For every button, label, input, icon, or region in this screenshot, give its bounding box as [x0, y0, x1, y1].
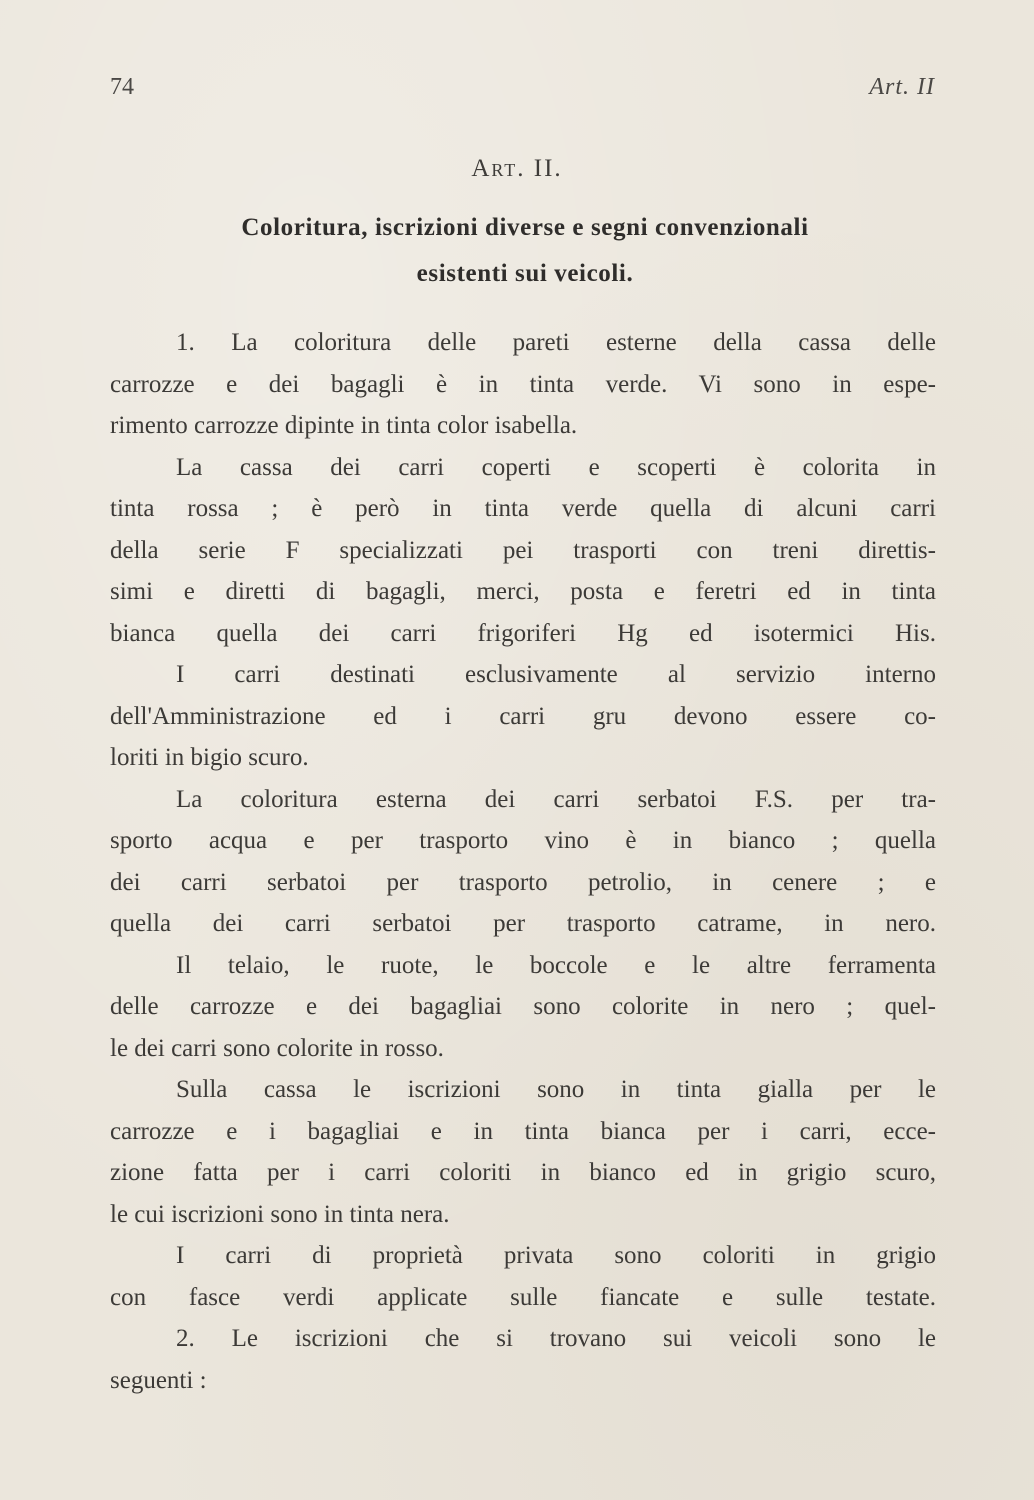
paragraph-line: simi e diretti di bagagli, merci, posta e feretri ed in tinta — [110, 578, 936, 605]
paragraph-line: La coloritura esterna dei carri serbatoi F.S. per tra- — [176, 785, 936, 813]
paragraph-line: delle carrozze e dei bagagliai sono colorite in nero ; quel- — [110, 993, 936, 1020]
paragraph-line: dei carri serbatoi per trasporto petrolio, in cenere ; e — [110, 868, 936, 896]
paragraph-line: seguenti : — [110, 1366, 207, 1394]
paragraph-line: carrozze e dei bagagli è in tinta verde. Vi sono in espe- — [110, 370, 936, 398]
paragraph-line: le cui iscrizioni sono in tinta nera. — [110, 1200, 450, 1228]
paragraph-line: I carri destinati esclusivamente al servizio interno — [176, 661, 936, 688]
paragraph-line: dell'Amministrazione ed i carri gru devono essere co- — [110, 702, 936, 730]
paragraph-line: della serie F specializzati pei trasporti con treni direttis- — [110, 536, 936, 564]
paragraph-line: zione fatta per i carri coloriti in bianco ed in grigio scuro, — [110, 1159, 936, 1186]
article-heading — [0, 155, 1034, 183]
paragraph-line: Sulla cassa le iscrizioni sono in tinta gialla per le — [176, 1076, 936, 1103]
section-title — [110, 205, 940, 297]
paragraph-line: carrozze e i bagagliai e in tinta bianca per i carri, ecce- — [110, 1117, 936, 1145]
paragraph-line: quella dei carri serbatoi per trasporto catrame, in nero. — [110, 910, 936, 937]
paragraph-line: tinta rossa ; è però in tinta verde quella di alcuni carri — [110, 495, 936, 522]
page-number: 74 — [110, 74, 134, 100]
section-title-line-1: Coloritura, iscrizioni diverse e segni convenzionali — [241, 214, 809, 241]
paragraph-line: loriti in bigio scuro. — [110, 744, 309, 771]
paragraph-line: bianca quella dei carri frigoriferi Hg ed isotermici His. — [110, 619, 936, 647]
running-head — [110, 74, 935, 104]
paragraph-line: 2. Le iscrizioni che si trovano sui veicoli sono le — [176, 1325, 936, 1352]
paragraph-line: le dei carri sono colorite in rosso. — [110, 1034, 444, 1062]
paragraph-line: rimento carrozze dipinte in tinta color isabella. — [110, 412, 578, 439]
paragraph-line: sporto acqua e per trasporto vino è in bianco ; quella — [110, 827, 936, 854]
paragraph-line: La cassa dei carri coperti e scoperti è colorita in — [176, 453, 936, 481]
paragraph-line: con fasce verdi applicate sulle fiancate e sulle testate. — [110, 1283, 936, 1311]
paragraph-line: Il telaio, le ruote, le boccole e le altre ferramenta — [176, 951, 936, 979]
running-title: Art. II — [869, 74, 935, 100]
article-heading-text: Art. II. — [471, 155, 563, 182]
body-text — [110, 322, 936, 1401]
paragraph-line: I carri di proprietà privata sono coloriti in grigio — [176, 1242, 936, 1269]
paragraph-line: 1. La coloritura delle pareti esterne della cassa delle — [176, 329, 936, 356]
section-title-line-2: esistenti sui veicoli. — [416, 260, 634, 287]
